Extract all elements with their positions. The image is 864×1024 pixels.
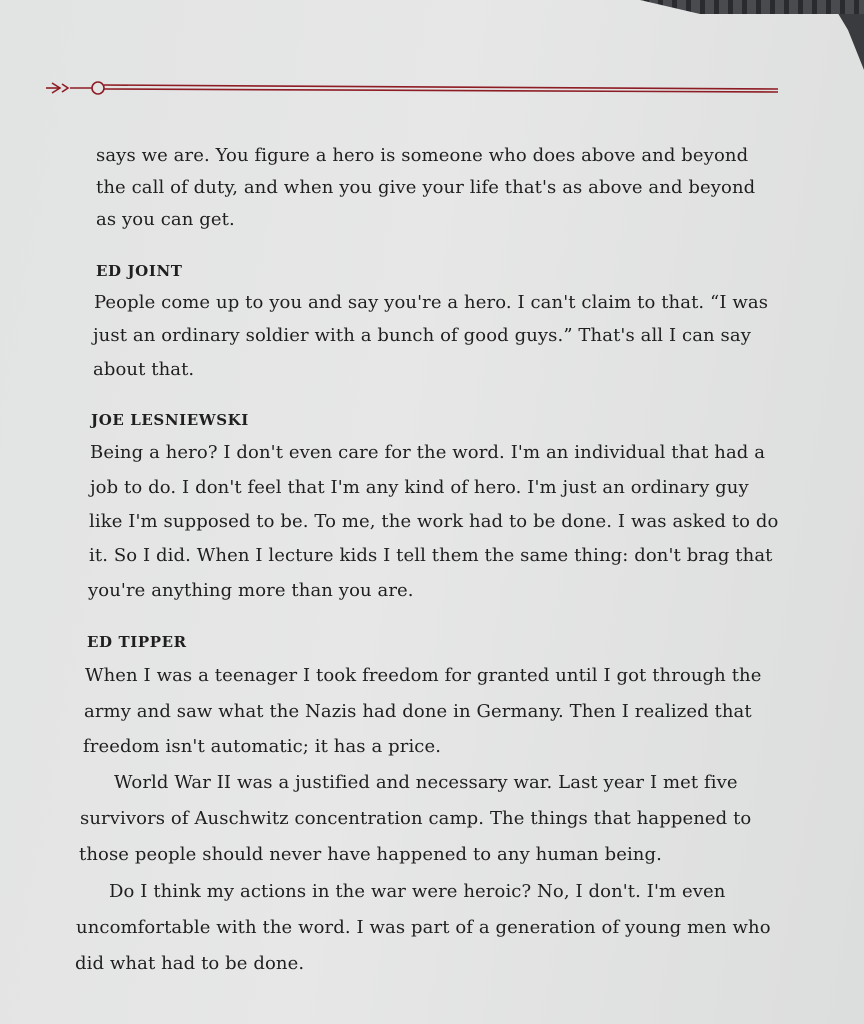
text-line: Do I think my actions in the war were heroic? No, I don't. I'm even — [109, 881, 726, 902]
speaker-heading: JOE LESNIEWSKI — [91, 411, 249, 429]
text-line: uncomfortable with the word. I was part of a generation of young men who — [76, 917, 771, 938]
text-line: army and saw what the Nazis had done in Germany. Then I realized that — [84, 701, 752, 722]
text-line: job to do. I don't feel that I'm any kind of hero. I'm just an ordinary guy — [90, 477, 749, 498]
text-line: those people should never have happened to any human being. — [79, 844, 662, 865]
text-line: you're anything more than you are. — [88, 580, 414, 601]
text-line: did what had to be done. — [75, 953, 305, 974]
speaker-heading: ED TIPPER — [87, 633, 187, 651]
text-line: freedom isn't automatic; it has a price. — [83, 736, 442, 757]
speaker-heading: ED JOINT — [96, 262, 183, 280]
text-line: just an ordinary soldier with a bunch of good guys.” That's all I can say — [93, 325, 751, 346]
ornamental-rule — [40, 76, 780, 100]
text-line: says we are. You figure a hero is someone who does above and beyond — [96, 145, 749, 166]
text-line: about that. — [93, 359, 195, 380]
text-line: Being a hero? I don't even care for the word. I'm an individual that had a — [90, 442, 766, 463]
text-line: survivors of Auschwitz concentration camp. The things that happened to — [80, 808, 752, 829]
text-line: People come up to you and say you're a hero. I can't claim to that. “I was — [94, 292, 769, 313]
text-line: the call of duty, and when you give your life that's as above and beyond — [96, 177, 756, 198]
text-line: as you can get. — [96, 209, 235, 230]
text-line: When I was a teenager I took freedom for granted until I got through the — [85, 665, 762, 686]
text-line: it. So I did. When I lecture kids I tell them the same thing: don't brag that — [89, 545, 773, 566]
text-line: like I'm supposed to be. To me, the work had to be done. I was asked to do — [89, 511, 779, 532]
text-line: World War II was a justified and necessary war. Last year I met five — [114, 772, 738, 793]
